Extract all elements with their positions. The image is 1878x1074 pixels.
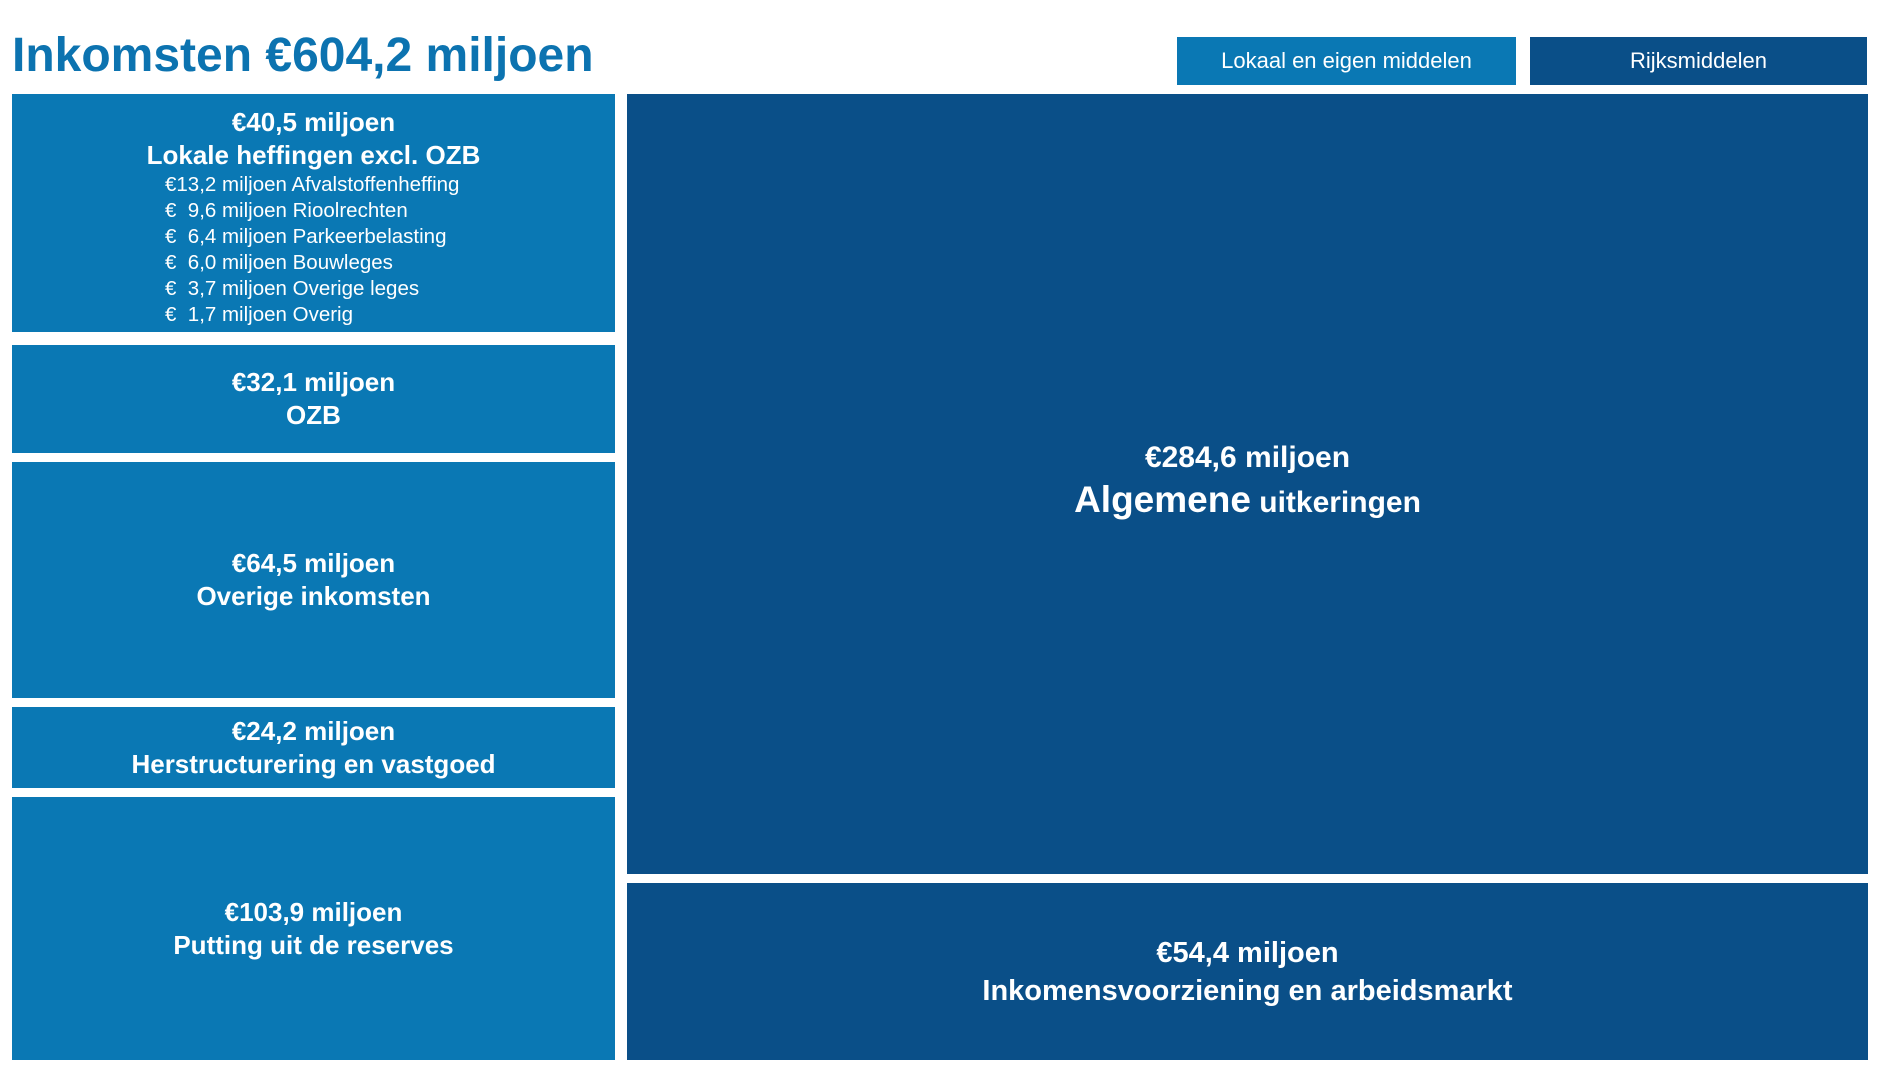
breakdown-list [165, 172, 459, 328]
tile-amount: €103,9 miljoen [224, 896, 403, 927]
tile-herstructurering-vastgoed[interactable] [12, 707, 615, 788]
breakdown-row-overige-leges: € 3,7 miljoen Overige leges [165, 277, 420, 300]
breakdown-row-afvalstoffenheffing: €13,2 miljoen Afvalstoffenheffing [165, 173, 460, 196]
breakdown-row-bouwleges: € 6,0 miljoen Bouwleges [165, 251, 393, 274]
tile-amount: €32,1 miljoen [231, 367, 396, 397]
tile-algemene-uitkeringen[interactable] [627, 94, 1868, 874]
chart-title: Inkomsten €604,2 miljoen [12, 29, 594, 82]
tile-amount: €40,5 miljoen [231, 107, 396, 137]
breakdown-row-rioolrechten: € 9,6 miljoen Rioolrechten [165, 199, 408, 222]
tile-label: OZB [286, 400, 341, 430]
tile-amount: €24,2 miljoen [231, 715, 396, 746]
tile-label: Putting uit de reserves [173, 929, 454, 960]
tile-label: Herstructurering en vastgoed [131, 748, 496, 779]
tile-amount: €284,6 miljoen [1144, 441, 1351, 474]
tile-putting-reserves[interactable] [12, 797, 615, 1060]
tile-amount: €64,5 miljoen [231, 548, 396, 578]
tile-overige-inkomsten[interactable] [12, 462, 615, 698]
tile-label-rest: uitkeringen [1250, 486, 1421, 519]
tile-label: Inkomensvoorziening en arbeidsmarkt [982, 974, 1513, 1007]
tile-label: Overige inkomsten [196, 581, 431, 611]
breakdown-row-parkeerbelasting: € 6,4 miljoen Parkeerbelasting [165, 225, 447, 248]
breakdown-row-overig: € 1,7 miljoen Overig [165, 303, 354, 326]
tile-lokale-heffingen[interactable] [12, 94, 615, 332]
tile-inkomensvoorziening-arbeidsmarkt[interactable] [627, 883, 1868, 1060]
tile-ozb[interactable] [12, 345, 615, 453]
tile-label: Lokale heffingen excl. OZB [146, 140, 481, 170]
tile-label [1074, 479, 1421, 524]
tile-amount: €54,4 miljoen [1156, 936, 1339, 969]
tile-label-strong: Algemene [1074, 479, 1251, 520]
legend-lokaal-button[interactable]: Lokaal en eigen middelen [1177, 37, 1516, 85]
legend-rijk-button[interactable]: Rijksmiddelen [1530, 37, 1867, 85]
